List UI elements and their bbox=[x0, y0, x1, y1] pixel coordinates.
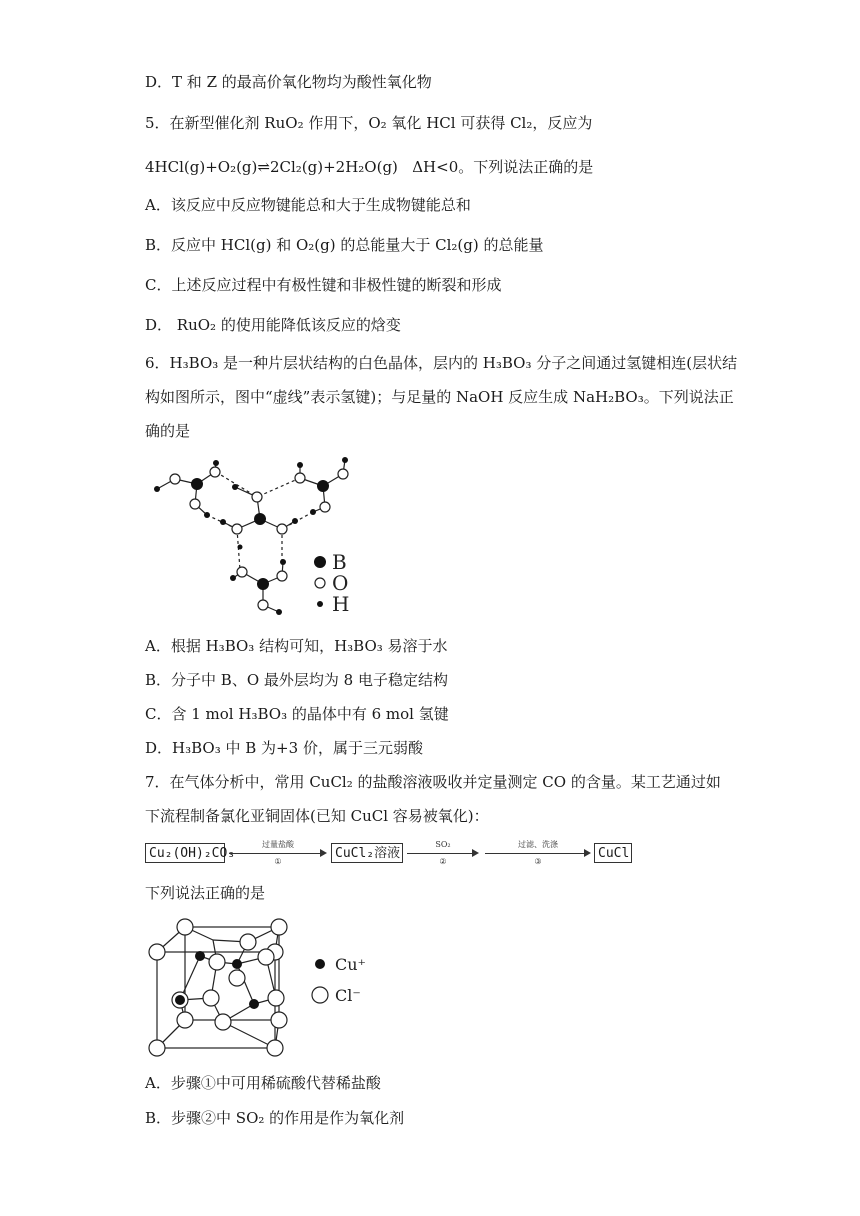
q7-stem-line2: 下流程制备氯化亚铜固体(已知 CuCl 容易被氧化)： bbox=[145, 807, 489, 825]
q5-option-b: B．反应中 HCl(g) 和 O₂(g) 的总能量大于 Cl₂(g) 的总能量 bbox=[145, 236, 544, 254]
flow-arrow-3-operation: 过滤、洗涤 bbox=[518, 840, 558, 849]
flow-box-end: CuCl bbox=[594, 843, 632, 863]
legend-cl: Cl⁻ bbox=[335, 986, 361, 1005]
legend-h: H bbox=[332, 592, 350, 616]
q5-equation: 4HCl(g)+O₂(g)⇌2Cl₂(g)+2H₂O(g) ΔH<0。下列说法正确的是 bbox=[145, 158, 594, 176]
q7-option-a: A．步骤①中可用稀硫酸代替稀盐酸 bbox=[145, 1074, 381, 1092]
flow-arrow-1 bbox=[229, 838, 327, 868]
q7-question: 下列说法正确的是 bbox=[145, 884, 266, 902]
legend-o: O bbox=[332, 571, 349, 595]
cucl-unit-cell-figure bbox=[145, 912, 385, 1062]
q6-stem-line1: 6．H₃BO₃ 是一种片层状结构的白色晶体，层内的 H₃BO₃ 分子之间通过氢键相连(层状结 bbox=[145, 354, 738, 372]
q4-option-d: D．T 和 Z 的最高价氧化物均为酸性氧化物 bbox=[145, 73, 432, 91]
process-flow-diagram bbox=[145, 838, 645, 872]
boric-acid-layer-figure bbox=[145, 452, 385, 622]
flow-arrow-1-step: ① bbox=[274, 857, 282, 866]
q7-option-b: B．步骤②中 SO₂ 的作用是作为氧化剂 bbox=[145, 1109, 405, 1127]
q5-option-d: D． RuO₂ 的使用能降低该反应的焓变 bbox=[145, 316, 401, 334]
q6-option-d: D．H₃BO₃ 中 B 为+3 价，属于三元弱酸 bbox=[145, 739, 423, 757]
q5-stem: 5．在新型催化剂 RuO₂ 作用下，O₂ 氧化 HCl 可获得 Cl₂，反应为 bbox=[145, 114, 593, 132]
q6-stem-line3: 确的是 bbox=[145, 422, 191, 440]
q6-option-b: B．分子中 B、O 最外层均为 8 电子稳定结构 bbox=[145, 671, 448, 689]
q5-option-a: A．该反应中反应物键能总和大于生成物键能总和 bbox=[145, 196, 471, 214]
legend-cu: Cu⁺ bbox=[335, 955, 366, 974]
flow-arrow-3 bbox=[485, 838, 591, 868]
legend-b: B bbox=[332, 550, 347, 574]
flow-arrow-2-step: ② bbox=[439, 857, 447, 866]
flow-arrow-1-reagent: 过量盐酸 bbox=[262, 840, 294, 849]
flow-arrow-2-reagent: SO₂ bbox=[435, 840, 451, 849]
q6-option-a: A．根据 H₃BO₃ 结构可知，H₃BO₃ 易溶于水 bbox=[145, 637, 448, 655]
q6-option-c: C．含 1 mol H₃BO₃ 的晶体中有 6 mol 氢键 bbox=[145, 705, 449, 723]
flow-box-start: Cu₂(OH)₂CO₃ bbox=[145, 843, 225, 863]
q7-stem-line1: 7．在气体分析中，常用 CuCl₂ 的盐酸溶液吸收并定量测定 CO 的含量。某工艺通过如 bbox=[145, 773, 721, 791]
q6-stem-line2: 构如图所示，图中“虚线”表示氢键)；与足量的 NaOH 反应生成 NaH₂BO₃。下列说法正 bbox=[145, 388, 734, 406]
q5-option-c: C．上述反应过程中有极性键和非极性键的断裂和形成 bbox=[145, 276, 502, 294]
flow-arrow-2 bbox=[407, 838, 479, 868]
flow-arrow-3-step: ③ bbox=[534, 857, 542, 866]
flow-box-middle: CuCl₂溶液 bbox=[331, 843, 403, 863]
